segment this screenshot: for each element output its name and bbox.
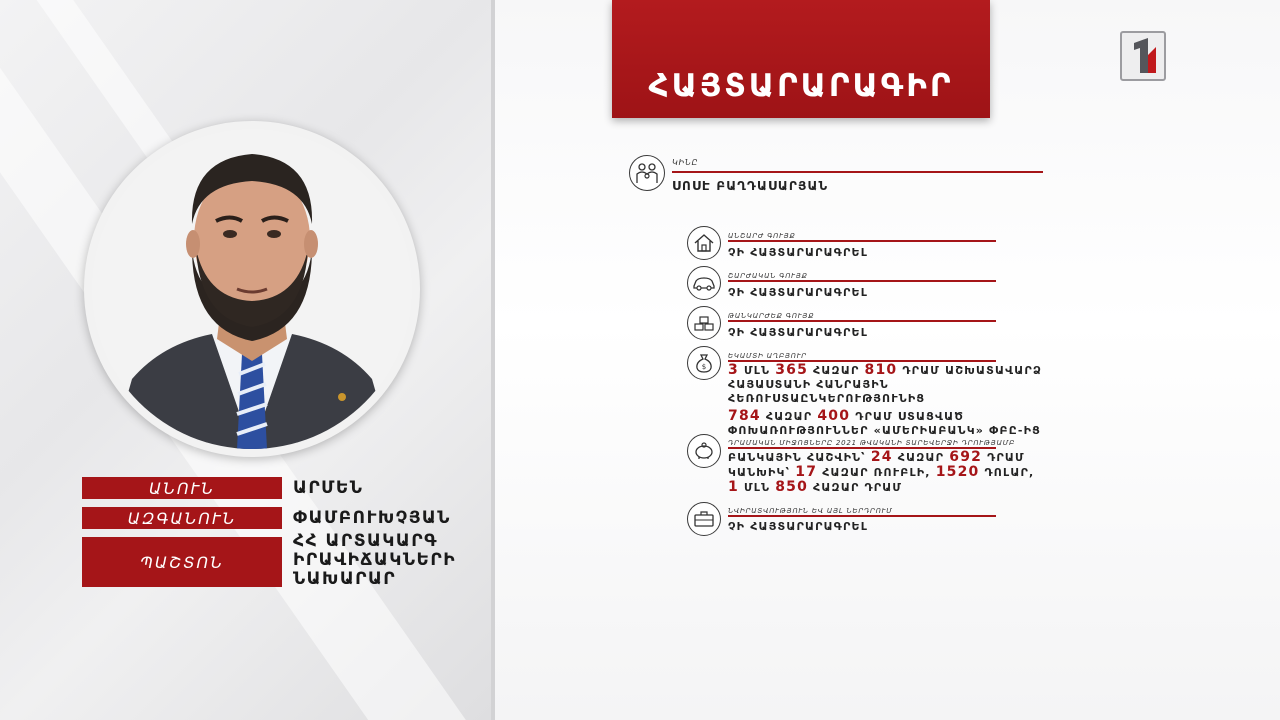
item-rule [728,360,996,362]
item-rule [728,240,996,242]
income-line: ՀԱՅԱՍՏԱՆԻ ՀԱՆՐԱՅԻՆ [728,378,889,391]
income-line: ՓՈԽԱՌՈՒԹՅՈՒՆՆԵՐ «ԱՄԵՐԻԱԲԱՆԿ» ՓԲԸ-ԻՑ [728,424,1041,437]
item-category: ԱՆՇԱՐԺ ԳՈՒՅՔ [728,232,796,240]
income-number: 810 [864,362,898,378]
income-text: ԴՐԱՄ ՍՏԱՑՎԱԾ [850,410,965,423]
channel-logo [1120,31,1166,81]
income-line: ՀԵՌՈՒՍՏԱԸՆԿԵՐՈՒԹՅՈՒՆԻՑ [728,392,926,405]
cash-text: ՀԱԶԱՐ ԴՐԱՄ [808,481,903,494]
position-value [293,532,456,589]
income-line [728,363,1042,378]
spouse-name: ՍՈՍԷ ԲԱՂԴԱՍԱՐՅԱՆ [672,179,829,193]
item-category: ԵԿԱՄՏԻ ԱՂԲՅՈՒՐ [728,352,807,360]
income-number: 365 [775,362,809,378]
income-number: 400 [817,408,851,424]
cash-text: ՀԱԶԱՐ ՌՈՒԲԼԻ, [817,466,936,479]
name-value: ԱՐՄԵՆ [293,478,364,498]
surname-value: ՓԱՄԲՈՒԽՉՅԱՆ [293,508,451,528]
income-text: ՄԼՆ [738,364,776,377]
income-number: 3 [728,362,739,378]
item-rule [728,320,996,322]
page-title: ՀԱՅՏԱՐԱՐԱԳԻՐ [648,68,954,104]
position-line: ԻՐԱՎԻՃԱԿՆԵՐԻ [293,550,457,570]
family-icon [629,155,665,191]
cash-line [728,480,1034,495]
item-rule [728,515,996,517]
title-banner [612,0,990,118]
position-label: ՊԱՇՏՈՆ [82,537,282,587]
income-text: ԴՐԱՄ ԱՇԽԱՏԱՎԱՐՁ [897,364,1043,377]
item-text: ՉԻ ՀԱՅՏԱՐԱՐԱԳՐԵԼ [728,286,869,299]
income-line [728,409,1042,424]
briefcase-icon [687,502,721,536]
item-category: ԹԱՆԿԱՐԺԵՔ ԳՈՒՅՔ [728,312,815,320]
cash-number: 1520 [935,464,980,480]
cash-text: ԲԱՆԿԱՅԻՆ ՀԱՇՎԻՆ՝ [728,451,871,464]
item-rule [728,280,996,282]
spouse-label: ԿԻՆԸ [672,158,699,167]
money-bag-icon [687,346,721,380]
portrait-illustration [92,129,412,449]
cash-text: ՀԱԶԱՐ [892,451,950,464]
item-text: ՉԻ ՀԱՅՏԱՐԱՐԱԳՐԵԼ [728,246,869,259]
name-label: ԱՆՈՒՆ [82,477,282,499]
position-line: ՆԱԽԱՐԱՐ [293,569,397,589]
income-text: ՀԱԶԱՐ [808,364,865,377]
income-text: ՀԱԶԱՐ [760,410,818,423]
surname-label: ԱԶԳԱՆՈՒՆ [82,507,282,529]
cash-text: ԿԱՆԽԻԿ՝ [728,466,796,479]
item-text: ՉԻ ՀԱՅՏԱՐԱՐԱԳՐԵԼ [728,520,869,533]
cash-details [728,450,1034,495]
cash-number: 24 [870,449,893,465]
car-icon [687,266,721,300]
piggy-bank-icon [687,434,721,468]
cash-number: 692 [949,449,983,465]
item-category: ՆՎԻՐԱՏՎՈՒԹՅՈՒՆ ԵՎ ԱՅԼ ՆԵՐԴՐՈՒՄ [728,507,893,515]
item-text: ՉԻ ՀԱՅՏԱՐԱՐԱԳՐԵԼ [728,326,869,339]
item-category: ԴՐԱՄԱԿԱՆ ՄԻՋՈՑՆԵՐԸ 2021 ԹՎԱԿԱՆԻ ՏԱՐԵՎԵՐՋԻ ԴՐՈՒԹՅԱՄԲ [728,439,1015,447]
cash-number: 17 [795,464,818,480]
cash-text: ԴՈԼԱՐ, [979,466,1035,479]
cash-text: ՄԼՆ [738,481,776,494]
house-icon [687,226,721,260]
valuables-icon [687,306,721,340]
income-details [728,363,1042,438]
item-category: ՇԱՐԺԱԿԱՆ ԳՈՒՅՔ [728,272,808,280]
position-line: ՀՀ ԱՐՏԱԿԱՐԳ [293,531,438,551]
income-number: 784 [728,408,761,424]
cash-number: 1 [728,479,739,495]
cash-text: ԴՐԱՄ [982,451,1025,464]
spouse-rule [672,171,1043,173]
cash-line [728,450,1034,465]
svg-text:$: $ [701,363,707,371]
cash-number: 850 [775,479,809,495]
cash-line [728,465,1034,480]
portrait-photo [92,129,412,449]
channel-one-icon [1122,33,1164,79]
